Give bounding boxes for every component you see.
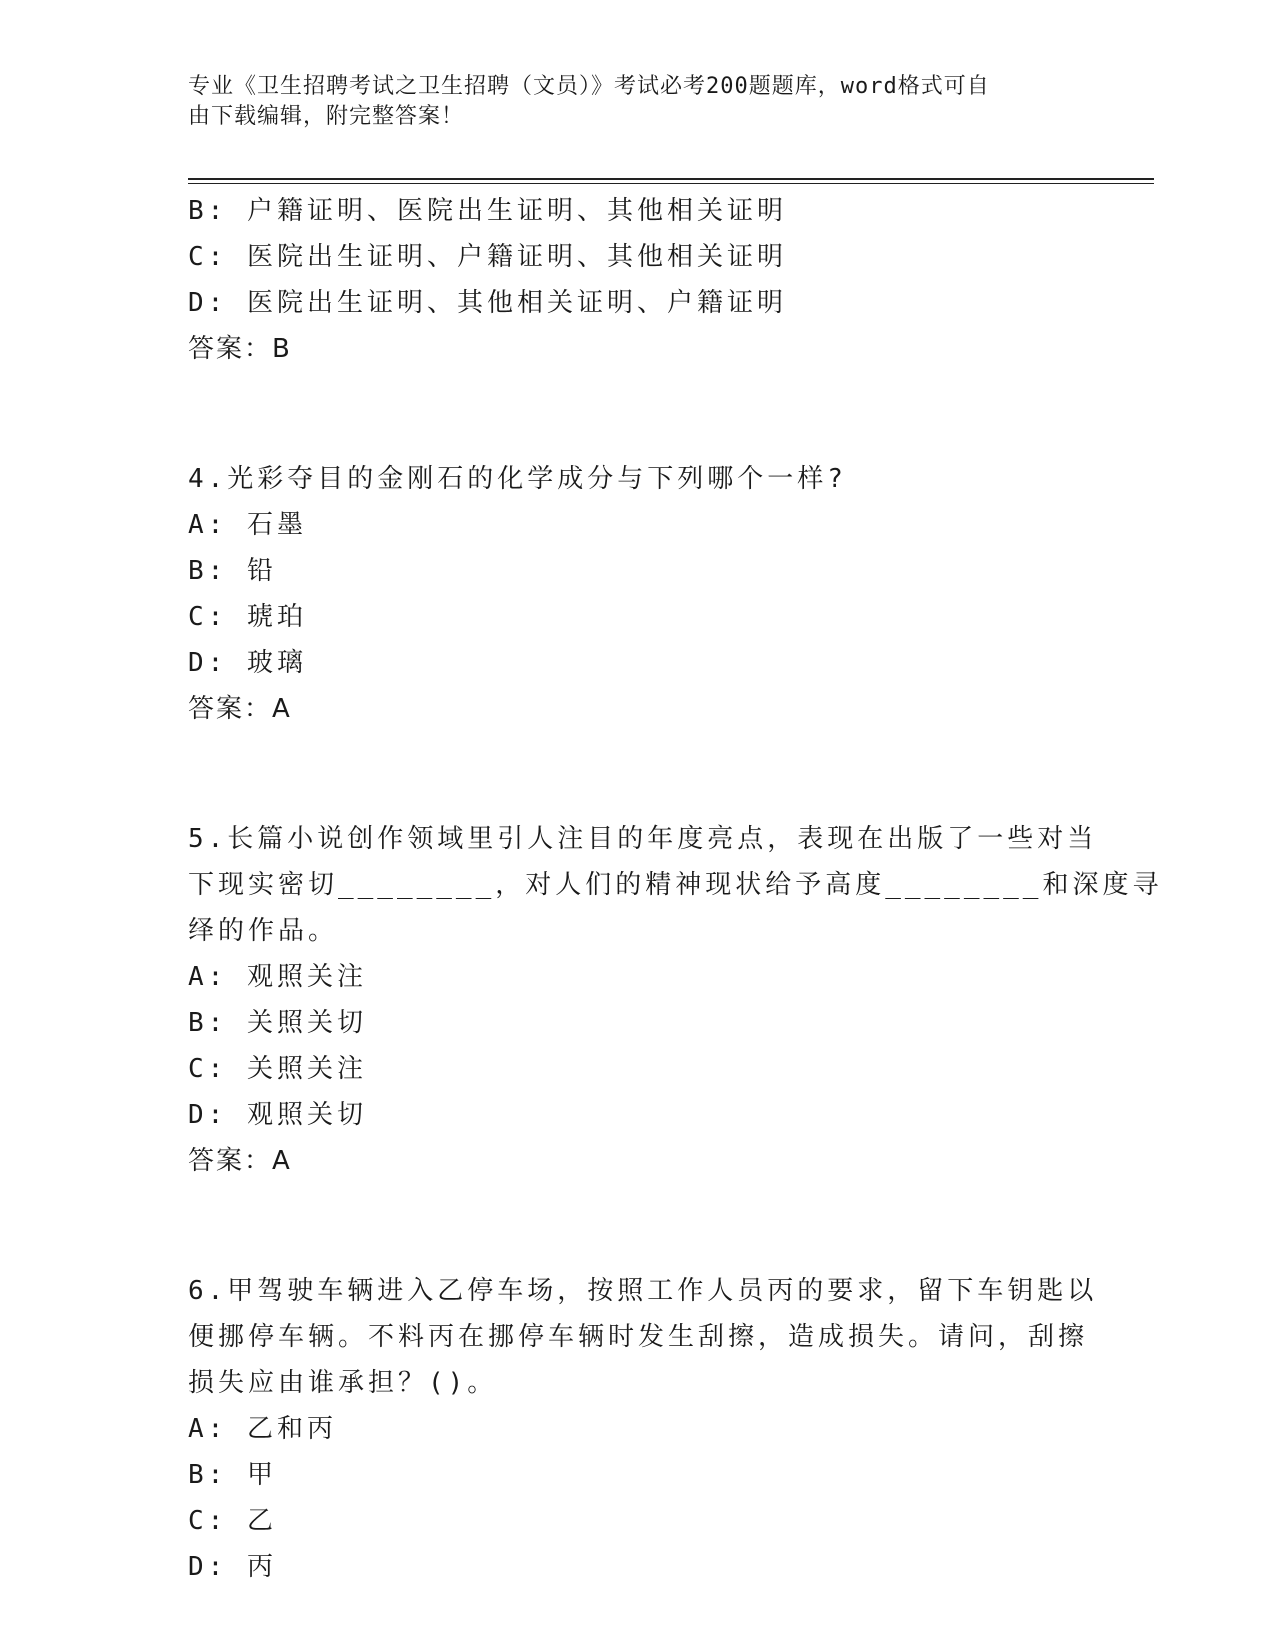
answer: 答案：A [188,694,292,724]
spacer [188,1184,1068,1268]
option-c: C: 医院出生证明、户籍证明、其他相关证明 [188,242,787,272]
question-6 [188,1268,1098,1590]
option-d: D: 观照关切 [188,1100,367,1130]
answer: 答案：B [188,334,292,364]
option-d: D: 玻璃 [188,648,307,678]
question-3 [188,188,1068,372]
question-text-line-2: 便挪停车辆。不料丙在挪停车辆时发生刮擦，造成损失。请问，刮擦 [188,1322,1089,1352]
question-text-line-3: 绎的作品。 [188,916,339,946]
question-text-line-3: 损失应由谁承担？()。 [188,1368,498,1398]
header-line-2: 由下载编辑，附完整答案！ [188,104,465,129]
option-a: A: 石墨 [188,510,307,540]
option-a: A: 乙和丙 [188,1414,337,1444]
question-text-line-1: 5.长篇小说创作领域里引人注目的年度亮点，表现在出版了一些对当 [188,824,1098,854]
header-divider-thin [188,183,1154,184]
question-5 [188,816,1163,1184]
option-d: D: 丙 [188,1552,277,1582]
option-a: A: 观照关注 [188,962,367,992]
question-4 [188,456,1068,732]
question-text-line-1: 6.甲驾驶车辆进入乙停车场，按照工作人员丙的要求，留下车钥匙以 [188,1276,1098,1306]
option-c: C: 琥珀 [188,602,307,632]
spacer [188,372,1068,456]
option-b: B: 铅 [188,556,277,586]
option-b: B: 关照关切 [188,1008,367,1038]
option-c: C: 乙 [188,1506,277,1536]
question-text-line-2: 下现实密切________，对人们的精神现状给予高度________和深度寻 [188,870,1163,900]
document-header [188,72,1088,132]
option-d: D: 医院出生证明、其他相关证明、户籍证明 [188,288,787,318]
header-divider-thick [188,178,1154,180]
answer: 答案：A [188,1146,292,1176]
spacer [188,732,1068,816]
option-b: B: 户籍证明、医院出生证明、其他相关证明 [188,196,787,226]
question-list [188,188,1163,1590]
question-text: 4.光彩夺目的金刚石的化学成分与下列哪个一样? [188,464,847,494]
option-c: C: 关照关注 [188,1054,367,1084]
header-line-1: 专业《卫生招聘考试之卫生招聘（文员）》考试必考200题题库，word格式可自 [188,74,990,99]
option-b: B: 甲 [188,1460,277,1490]
